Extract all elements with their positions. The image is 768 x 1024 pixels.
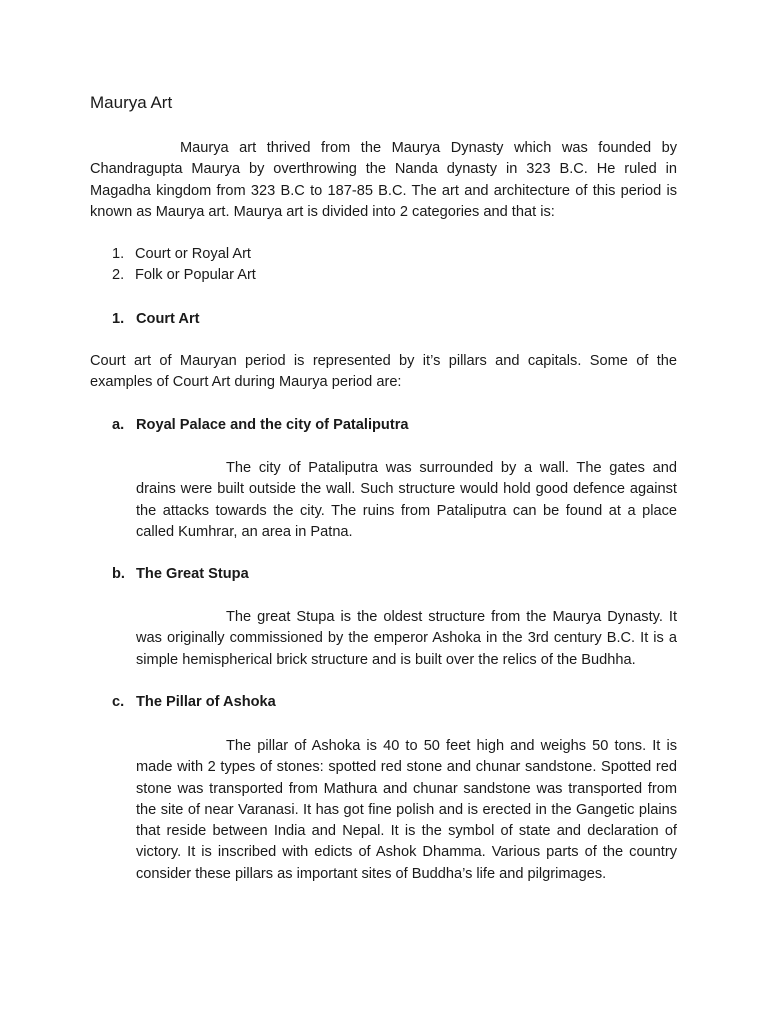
section-heading-royal-palace <box>90 415 409 436</box>
heading-text: The Pillar of Ashoka <box>136 694 276 710</box>
list-label: Court or Royal Art <box>135 246 251 262</box>
heading-text: The Great Stupa <box>136 566 249 582</box>
heading-marker: b. <box>112 566 125 582</box>
section-paragraph-great-stupa: The great Stupa is the oldest structure from the Maurya Dynasty. It was originally commissioned by the emperor Ashoka in the 3rd century B.C. It is a simple hemispherical brick structure and is built over the relics of the Budhha. <box>136 609 677 668</box>
court-art-paragraph: Court art of Mauryan period is represented by it’s pillars and capitals. Some of the examples of Court Art during Maurya period are: <box>90 353 677 391</box>
court-art-heading <box>90 309 200 330</box>
intro-paragraph: Maurya art thrived from the Maurya Dynasty which was founded by Chandragupta Maurya by overthrowing the Nanda dynasty in 323 B.C. He ruled in Magadha kingdom from 323 B.C to 187-85 B.C. The art and architecture of this period is known as Maurya art. Maurya art is divided into 2 categories and that is: <box>90 140 677 220</box>
list-item <box>90 244 256 265</box>
heading-number: 1. <box>112 311 125 327</box>
heading-marker: a. <box>112 417 125 433</box>
list-item <box>90 265 256 286</box>
section-heading-pillar-of-ashoka <box>90 692 276 713</box>
list-label: Folk or Popular Art <box>135 267 256 284</box>
section-paragraph-royal-palace: The city of Pataliputra was surrounded by a wall. The gates and drains were built outside the wall. Such structure would hold good defence against the attacks towards the city. The ruins from Pataliputra can be found at a place called Kumhrar, an area in Patna. <box>136 460 677 540</box>
section-paragraph-pillar-of-ashoka: The pillar of Ashoka is 40 to 50 feet high and weighs 50 tons. It is made with 2 types of stones: spotted red stone and chunar sandstone. Spotted red stone was transported from Mathura and chunar sandstone was transported from the site of near Varanasi. It has got fine polish and is erected in the Gangetic plains that reside between India and Nepal. It is the symbol of state and declaration of victory. It is inscribed with edicts of Ashok Dhamma. Various parts of the country consider these pillars as important sites of Buddha’s life and pilgrimages. <box>136 738 677 882</box>
heading-text: Royal Palace and the city of Pataliputra <box>136 417 409 433</box>
section-heading-great-stupa <box>90 564 249 585</box>
heading-text: Court Art <box>136 311 200 327</box>
categories-list <box>90 244 256 287</box>
list-number: 2. <box>112 267 125 284</box>
document-title: Maurya Art <box>90 93 173 112</box>
heading-marker: c. <box>112 694 125 710</box>
list-number: 1. <box>112 246 125 262</box>
